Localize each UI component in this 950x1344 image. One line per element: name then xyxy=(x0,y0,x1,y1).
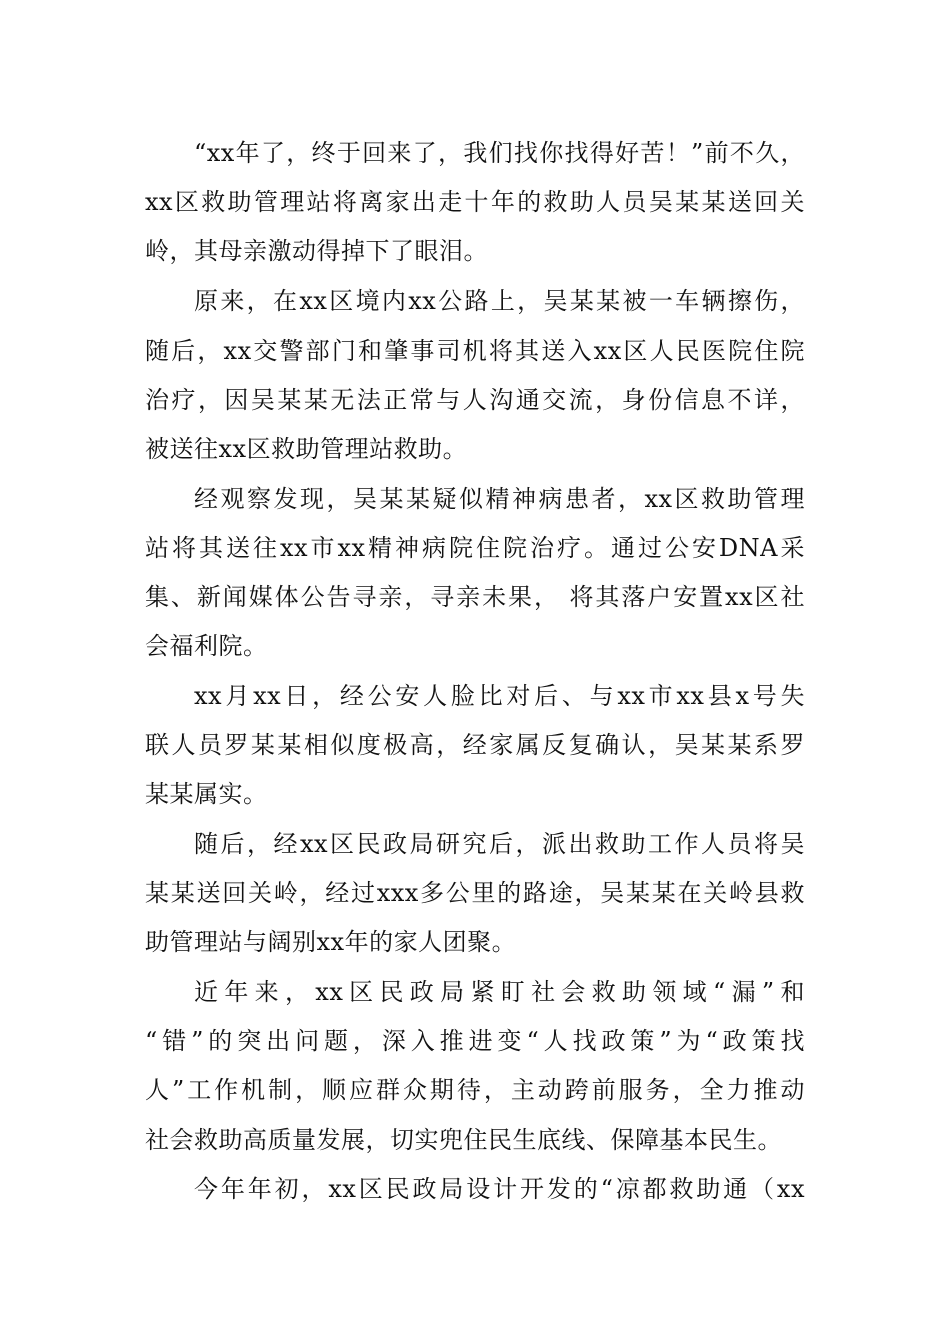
paragraph-line: 经观察发现，吴某某疑似精神病患者，xx区救助管理 xyxy=(194,485,805,513)
paragraph-line: 被送往xx区救助管理站救助。 xyxy=(145,435,468,463)
paragraph-line: 人”工作机制，顺应群众期待，主动跨前服务，全力推动 xyxy=(145,1076,805,1104)
paragraph-line: 会福利院。 xyxy=(145,632,268,660)
paragraph-line: 治疗，因吴某某无法正常与人沟通交流，身份信息不详， xyxy=(145,386,805,414)
paragraph-line: 岭，其母亲激动得掉下了眼泪。 xyxy=(145,237,488,265)
paragraph-line: 社会救助高质量发展，切实兜住民生底线、保障基本民生。 xyxy=(145,1126,782,1154)
paragraph-line: xx区救助管理站将离家出走十年的救助人员吴某某送回关 xyxy=(145,188,805,216)
paragraph-line: 集、新闻媒体公告寻亲，寻亲未果， 将其落户安置xx区社 xyxy=(145,583,805,611)
paragraph-line: 随后，经xx区民政局研究后，派出救助工作人员将吴 xyxy=(194,830,805,858)
paragraph-line: 原来，在xx区境内xx公路上，吴某某被一车辆擦伤， xyxy=(194,287,805,315)
paragraph-line: 近年来，xx区民政局紧盯社会救助领域“漏”和 xyxy=(194,978,805,1006)
paragraph-line: xx月xx日，经公安人脸比对后、与xx市xx县x号失 xyxy=(194,682,805,710)
paragraph-line: 站将其送往xx市xx精神病院住院治疗。通过公安DNA采 xyxy=(145,534,805,562)
paragraph-line: 某某属实。 xyxy=(145,780,268,808)
paragraph-line: “错”的突出问题，深入推进变“人找政策”为“政策找 xyxy=(145,1027,805,1055)
paragraph-line: 随后，xx交警部门和肇事司机将其送入xx区人民医院住院 xyxy=(145,337,805,365)
paragraph-line: 某某送回关岭，经过xxx多公里的路途，吴某某在关岭县救 xyxy=(145,879,805,907)
paragraph-line: 今年年初，xx区民政局设计开发的“凉都救助通（xx xyxy=(194,1175,805,1203)
paragraph-line: “xx年了，终于回来了，我们找你找得好苦！”前不久， xyxy=(194,139,805,167)
paragraph-line: 联人员罗某某相似度极高，经家属反复确认，吴某某系罗 xyxy=(145,731,805,759)
paragraph-line: 助管理站与阔别xx年的家人团聚。 xyxy=(145,928,517,956)
